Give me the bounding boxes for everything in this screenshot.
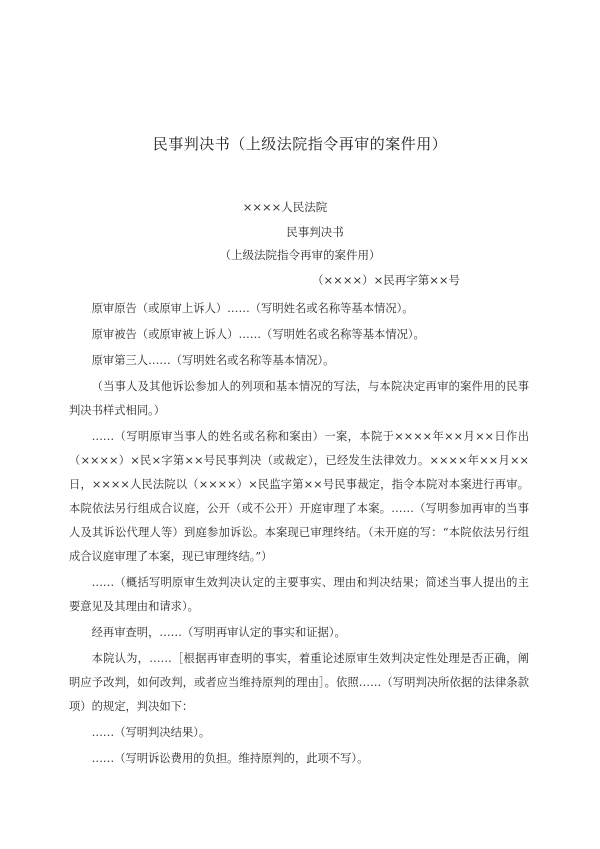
court-name: ××××人民法院	[242, 200, 328, 214]
paragraph-third-party: 原审第三人……（写明姓名或名称等基本情况）。	[91, 354, 335, 367]
page-title: 民事判决书（上级法院指令再审的案件用）	[152, 135, 448, 153]
paragraph-judgment-result: ……（写明判决结果）。	[91, 726, 211, 739]
document-body	[69, 297, 529, 773]
paragraph-original-judgment: ……（概括写明原审生效判决认定的主要事实、理由和判决结果；简述当事人提出的主要意见及其理由和请求）。	[69, 576, 529, 613]
paragraph-party-note: （当事人及其他诉讼参加人的列项和基本情况的写法，与本院决定再审的案件用的民事判决书样式相同。）	[69, 380, 529, 417]
paragraph-court-opinion: 本院认为，……［根据再审查明的事实，着重论述原审生效判决定性处理是否正确，阐明应予改判，如何改判，或者应当维持原判的理由］。依照……（写明判决所依据的法律条款项）的规定，判决如下：	[69, 652, 529, 713]
document-type: 民事判决书	[286, 225, 344, 239]
case-number: （××××）×民再字第××号	[312, 273, 460, 287]
document-subtitle: （上级法院指令再审的案件用）	[219, 248, 381, 262]
paragraph-litigation-costs: ……（写明诉讼费用的负担。维持原判的，此项不写）。	[91, 752, 369, 765]
paragraph-case-history: ……（写明原审当事人的姓名或名称和案由）一案，本院于××××年××月××日作出（××××）×民×字第××号民事判决（或裁定），已经发生法律效力。××××年××月××日，××××人民法院以（××××）×民监字第××号民事裁定，指令本院对本案进行再审。本院依法另行组成合议庭，公开（或不公开）开庭审理了本案。……（写明参加再审的当事人及其诉讼代理人等）到庭参加诉讼。本案现已审理终结。（未开庭的写：“本院依法另行组成合议庭审理了本案，现已审理终结。”）	[69, 430, 529, 563]
paragraph-original-plaintiff: 原审原告（或原审上诉人）……（写明姓名或名称等基本情况）。	[91, 302, 414, 315]
paragraph-original-defendant: 原审被告（或原审被上诉人）……（写明姓名或名称等基本情况）。	[91, 328, 425, 341]
paragraph-retrial-findings: 经再审查明，……（写明再审认定的事实和证据）。	[91, 626, 346, 639]
